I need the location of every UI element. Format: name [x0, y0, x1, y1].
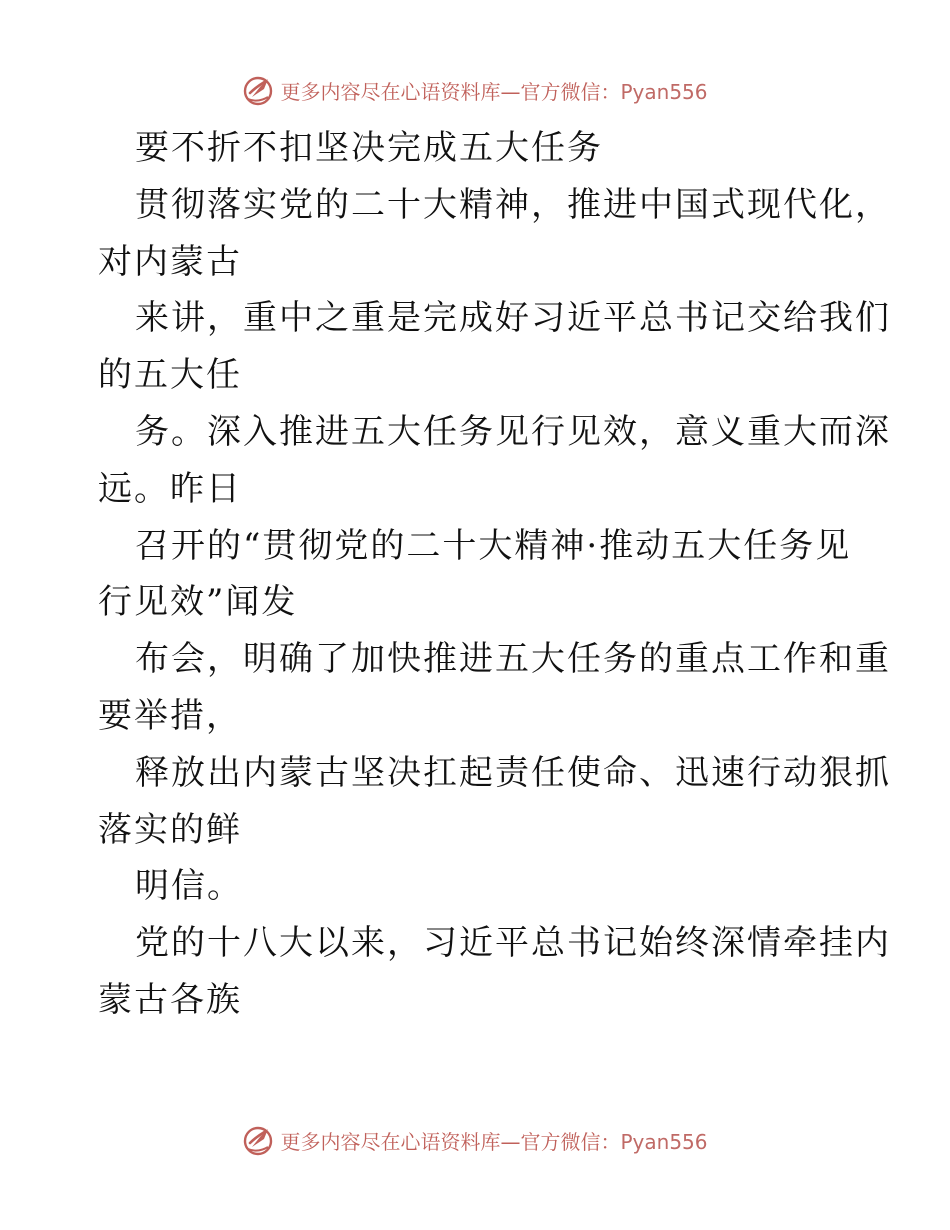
text-line: 落实的鲜 — [98, 809, 242, 850]
text-line: 远。昨日 — [98, 468, 242, 509]
text-line: 来讲，重中之重是完成好习近平总书记交给我们 — [135, 298, 891, 339]
footer-wechat-id: Pyan556 — [620, 1129, 708, 1154]
text-line: 要举措， — [98, 695, 242, 736]
text-line: 的五大任 — [98, 355, 242, 396]
text-line: 贯彻落实党的二十大精神，推进中国式现代化， — [135, 184, 891, 225]
text-line: 明信。 — [135, 866, 243, 907]
text-line: 蒙古各族 — [98, 979, 242, 1020]
text-line: 布会，明确了加快推进五大任务的重点工作和重 — [135, 639, 891, 680]
header-wechat-id: Pyan556 — [620, 79, 708, 104]
text-line: 释放出内蒙古坚决扛起责任使命、迅速行动狠抓 — [135, 752, 891, 793]
book-quill-logo-icon — [242, 1123, 276, 1157]
text-line: 要不折不扣坚决完成五大任务 — [135, 128, 603, 168]
book-quill-logo-icon — [242, 73, 276, 107]
text-line: 召开的“贯彻党的二十大精神·推动五大任务见 — [135, 525, 852, 566]
document-body — [98, 120, 891, 1029]
header-banner — [0, 70, 950, 110]
text-line: 党的十八大以来，习近平总书记始终深情牵挂内 — [135, 923, 891, 964]
text-line: 行见效”闻发 — [98, 582, 298, 623]
footer-banner — [0, 1120, 950, 1160]
footer-banner-text: 更多内容尽在心语资料库—官方微信：Pyan556 — [280, 1129, 708, 1154]
text-line: 务。深入推进五大任务见行见效，意义重大而深 — [135, 411, 891, 452]
header-banner-text: 更多内容尽在心语资料库—官方微信：Pyan556 — [280, 79, 708, 104]
text-line: 对内蒙古 — [98, 241, 242, 282]
